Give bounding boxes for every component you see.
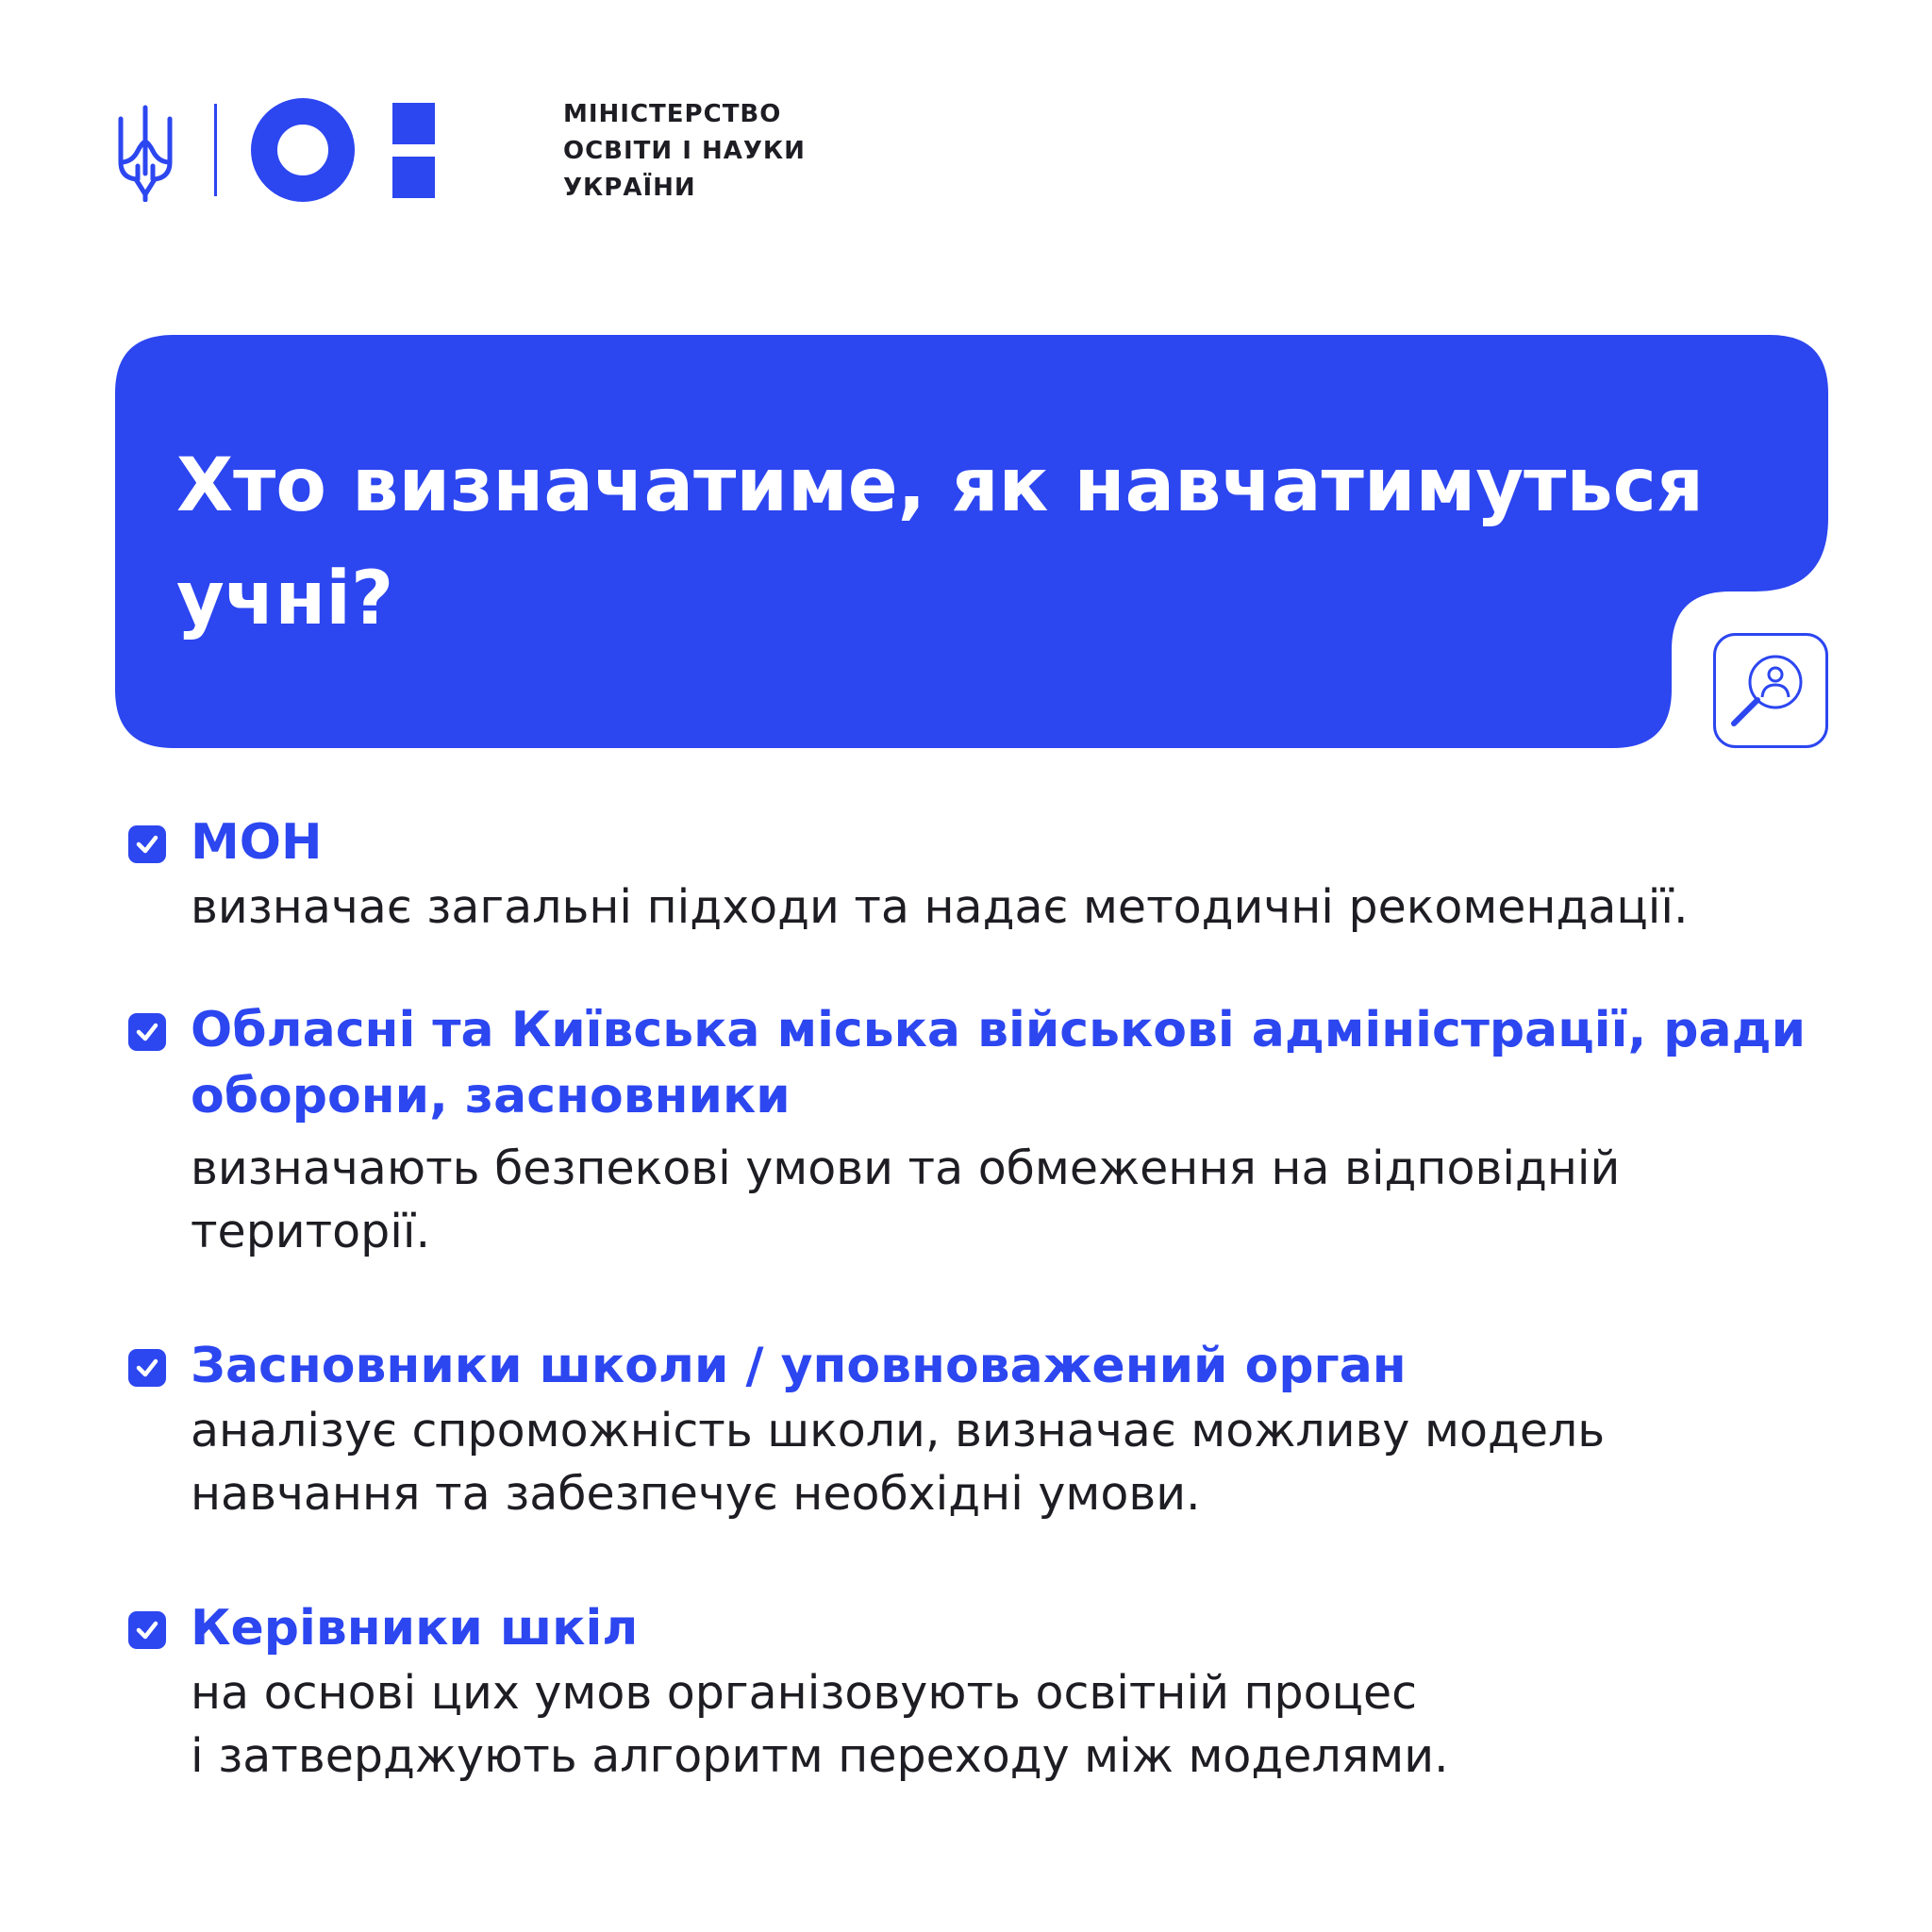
trident-icon: [115, 104, 175, 202]
person-search-icon: [1713, 633, 1828, 748]
list-item: [128, 809, 1874, 939]
role-name: [191, 1595, 1874, 1661]
ministry-name-line: МІНІСТЕРСТВО: [563, 100, 782, 128]
checkbox-checked-icon: [128, 825, 166, 863]
role-description: [191, 875, 1874, 939]
role-description: [191, 1661, 1874, 1788]
role-description-line: навчання та забезпечує необхідні умови.: [191, 1467, 1201, 1521]
role-description: [191, 1137, 1874, 1263]
roles-list: [128, 809, 1874, 1788]
page-title-line: учні?: [176, 557, 394, 641]
role-description-line: визначає загальні підходи та надає методичні рекомендації.: [191, 880, 1689, 934]
role-description-line: і затверджують алгоритм переходу між моделями.: [191, 1729, 1449, 1783]
list-item: [128, 997, 1874, 1263]
role-description: [191, 1399, 1874, 1525]
list-item: [128, 1333, 1874, 1525]
role-name-line: Обласні та Київська міська військові адміністрації, ради: [191, 1002, 1807, 1058]
role-name: [191, 1333, 1874, 1399]
ministry-name-line: ОСВІТИ І НАУКИ: [563, 137, 806, 165]
list-item: [128, 1595, 1874, 1788]
role-description-line: території.: [191, 1205, 431, 1258]
role-name-line: МОН: [191, 814, 323, 871]
role-name: [191, 809, 1874, 875]
page-title-line: Хто визначатиме, як навчатимуться: [176, 443, 1704, 528]
question-banner: [115, 335, 1828, 748]
role-description-line: аналізує спроможність школи, визначає можливу модель: [191, 1404, 1606, 1457]
page-title: [176, 429, 1799, 656]
role-description-line: визначають безпекові умови та обмеження на відповідній: [191, 1141, 1621, 1195]
role-name: [191, 997, 1874, 1129]
role-name-line: оборони, засновники: [191, 1068, 791, 1124]
checkbox-checked-icon: [128, 1013, 166, 1051]
role-description-line: на основі цих умов організовують освітній процес: [191, 1666, 1418, 1720]
checkbox-checked-icon: [128, 1611, 166, 1649]
mon-logo-mark: [251, 98, 506, 202]
logo-divider: [214, 104, 217, 196]
ministry-name: [563, 96, 806, 207]
ministry-name-line: УКРАЇНИ: [563, 174, 696, 202]
role-name-line: Керівники шкіл: [191, 1600, 639, 1657]
role-name-line: Засновники школи / уповноважений орган: [191, 1338, 1407, 1394]
checkbox-checked-icon: [128, 1349, 166, 1387]
